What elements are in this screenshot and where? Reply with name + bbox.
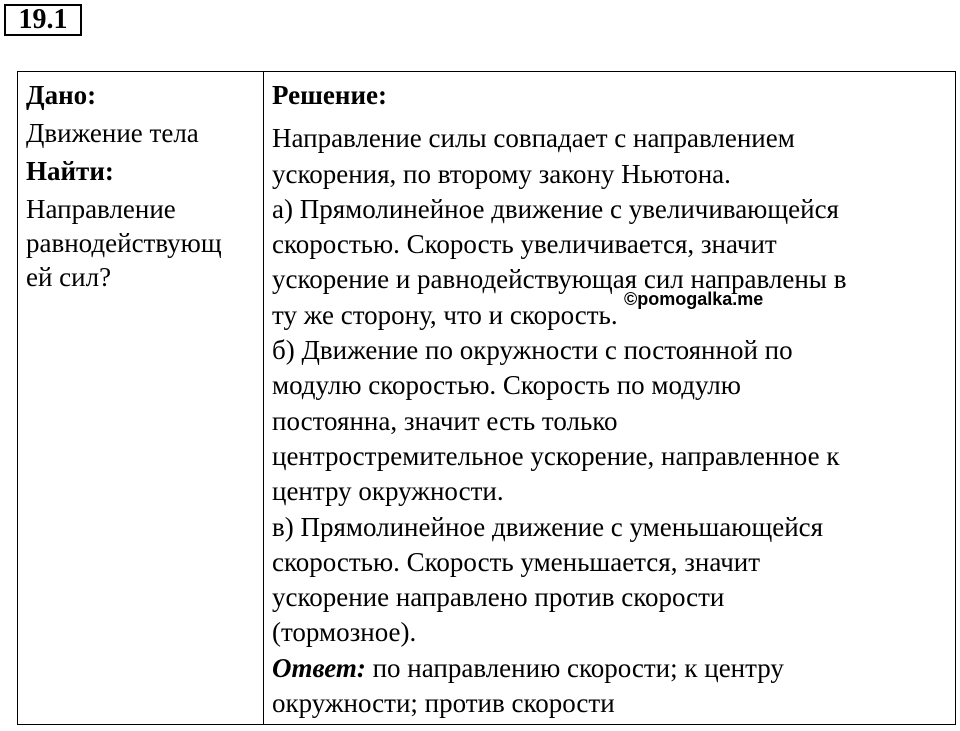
solution-line: ускорения, по второму закону Ньютона. — [272, 158, 731, 189]
solution-line: ускорение направлено против скорости — [272, 582, 725, 613]
given-condition: Движение тела — [26, 118, 199, 148]
find-line: ей сил? — [26, 262, 112, 292]
solution-line: (тормозное). — [272, 617, 417, 648]
given-column — [18, 72, 264, 724]
solution-line: скоростью. Скорость уменьшается, значит — [272, 546, 761, 577]
find-line: Направление — [26, 194, 176, 224]
find-line: равнодействующ — [26, 228, 222, 258]
solution-line: ускорение и равнодействующая сил направлены в — [272, 264, 847, 295]
problem-number: 19.1 — [4, 4, 82, 36]
solution-heading: Решение: — [272, 80, 387, 110]
solution-line: модулю скоростью. Скорость по модулю — [272, 370, 741, 401]
solution-line: Направление силы совпадает с направлением — [272, 123, 795, 154]
solution-table — [17, 71, 956, 725]
solution-line: в) Прямолинейное движение с уменьшающейся — [272, 511, 824, 542]
solution-line: ту же сторону, что и скорость. — [272, 299, 618, 330]
solution-line: центру окружности. — [272, 476, 504, 507]
solution-line: центростремительное ускорение, направленное к — [272, 440, 840, 471]
solution-column — [264, 72, 955, 724]
answer-text: по направлению скорости; к центру — [365, 652, 784, 683]
solution-line: б) Движение по окружности с постоянной по — [272, 335, 793, 366]
find-heading: Найти: — [26, 156, 114, 186]
solution-line: а) Прямолинейное движение с увеличивающейся — [272, 193, 839, 224]
answer-line: окружности; против скорости — [272, 688, 615, 719]
given-heading: Дано: — [26, 80, 97, 110]
solution-line: скоростью. Скорость увеличивается, значит — [272, 229, 777, 260]
answer-label: Ответ: — [272, 652, 366, 683]
answer-line — [272, 651, 955, 686]
solution-line: постоянна, значит есть только — [272, 405, 618, 436]
watermark: ©pomogalka.me — [624, 289, 764, 309]
